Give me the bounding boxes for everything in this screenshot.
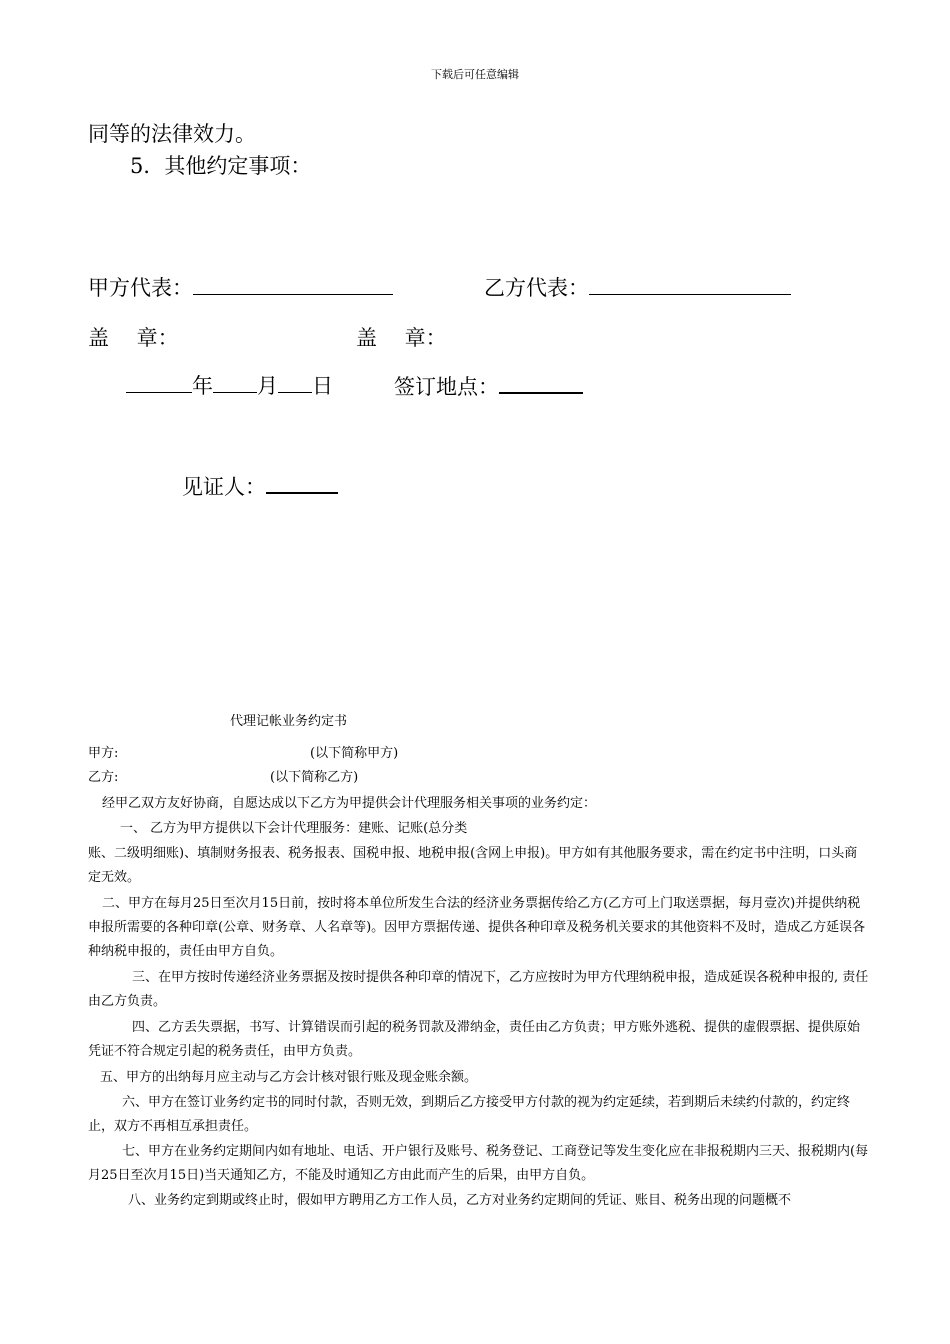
party-b-label: 乙方: bbox=[88, 770, 119, 785]
clause-6: 六、甲方在签订业务约定书的同时付款，否则无效，到期后乙方接受甲方付款的视为约定延续，若到期后未续约付款的，约定终止，双方不再相互承担责任。 bbox=[88, 1095, 851, 1134]
year-label: 年 bbox=[192, 374, 213, 398]
clause-7: 七、甲方在业务约定期间内如有地址、电话、开户银行及账号、税务登记、工商登记等发生变化应在非报税期内三天、报税期内(每月25日至次月15日)当天通知乙方，不能及时通知乙方由此而产生的后果，由甲方自负。 bbox=[88, 1144, 869, 1183]
clause-1-first-line: 一、 乙方为甲方提供以下会计代理服务：建账、记账(总分类 bbox=[120, 821, 468, 836]
witness-label: 见证人： bbox=[182, 475, 266, 499]
day-blank[interactable] bbox=[278, 372, 312, 393]
sign-place-blank[interactable] bbox=[499, 372, 583, 394]
contract-title: 代理记帐业务约定书 bbox=[230, 714, 348, 729]
month-label: 月 bbox=[257, 374, 278, 398]
party-a-note: (以下简称甲方) bbox=[310, 746, 399, 761]
seal-b-label: 盖 章： bbox=[356, 326, 447, 350]
witness-blank[interactable] bbox=[266, 472, 338, 494]
sign-place-row bbox=[394, 372, 583, 401]
clause-4: 四、乙方丢失票据，书写、计算错误而引起的税务罚款及滞纳金，责任由乙方负责；甲方账外逃税、提供的虚假票据、提供原始凭证不符合规定引起的税务责任，由甲方负责。 bbox=[88, 1020, 861, 1059]
month-blank[interactable] bbox=[213, 372, 257, 393]
year-blank[interactable] bbox=[126, 372, 192, 393]
header-note: 下载后可任意编辑 bbox=[431, 68, 519, 81]
seal-a-label: 盖 章： bbox=[88, 326, 179, 350]
clause-5: 五、甲方的出纳每月应主动与乙方会计核对银行账及现金账余额。 bbox=[100, 1070, 478, 1085]
clause-8: 八、业务约定到期或终止时，假如甲方聘用乙方工作人员，乙方对业务约定期间的凭证、账目、税务出现的问题概不 bbox=[128, 1193, 792, 1208]
day-label: 日 bbox=[312, 374, 333, 398]
party-b-rep-label: 乙方代表： bbox=[484, 276, 589, 300]
party-b-rep-row bbox=[484, 274, 791, 302]
party-b-note: (以下简称乙方) bbox=[270, 770, 359, 785]
clause-3: 三、在甲方按时传递经济业务票据及按时提供各种印章的情况下，乙方应按时为甲方代理纳税申报，造成延误各税种申报的, 责任由乙方负责。 bbox=[88, 970, 869, 1009]
other-matters-heading: 5．其他约定事项： bbox=[130, 154, 312, 178]
clause-1-rest: 账、二级明细账)、填制财务报表、税务报表、国税申报、地税申报(含网上申报)。甲方如有其他服务要求，需在约定书中注明，口头商定无效。 bbox=[88, 846, 858, 885]
party-b-rep-blank[interactable] bbox=[589, 274, 791, 295]
party-a-rep-label: 甲方代表： bbox=[88, 276, 193, 300]
party-a-rep-row bbox=[88, 274, 393, 302]
witness-row bbox=[182, 472, 338, 501]
contract-intro: 经甲乙双方友好协商，自愿达成以下乙方为甲提供会计代理服务相关事项的业务约定： bbox=[102, 796, 597, 811]
date-row bbox=[126, 372, 333, 400]
clause-2: 二、甲方在每月25日至次月15日前，按时将本单位所发生合法的经济业务票据传给乙方(乙方可上门取送票据，每月壹次)并提供纳税申报所需要的各种印章(公章、财务章、人名章等)。因甲方票据传递、提供各种印章及税务机关要求的其他资料不及时，造成乙方延误各种纳税申报的，责任由甲方自负。 bbox=[88, 896, 866, 959]
continuation-line: 同等的法律效力。 bbox=[88, 122, 256, 146]
sign-place-label: 签订地点： bbox=[394, 375, 499, 399]
party-a-rep-blank[interactable] bbox=[193, 274, 393, 295]
party-a-label: 甲方: bbox=[88, 746, 119, 761]
